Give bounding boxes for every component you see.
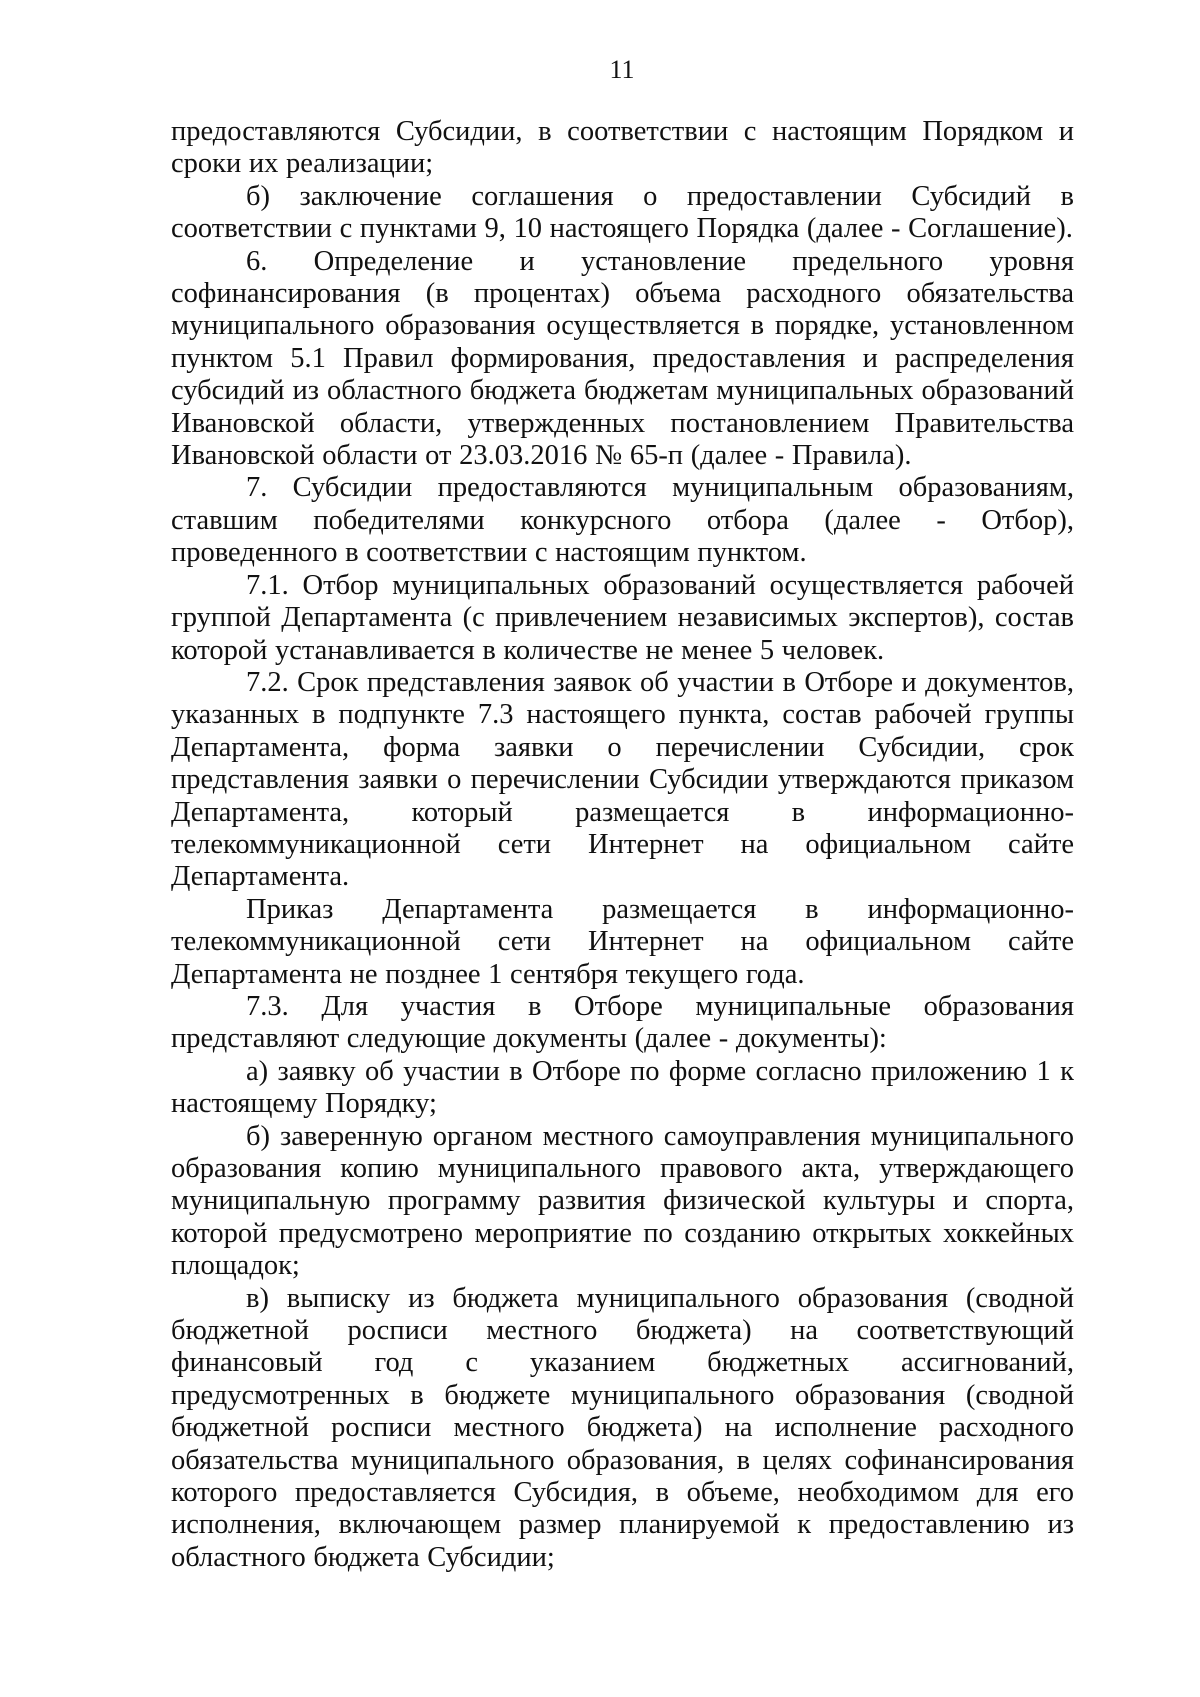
paragraph-5b: б) заключение соглашения о предоставлении Субсидий в соответствии с пунктами 9, 10 настоящего Порядка (далее - Соглашение). xyxy=(171,180,1074,245)
paragraph-continuation: предоставляются Субсидии, в соответствии с настоящим Порядком и сроки их реализации; xyxy=(171,116,1074,180)
paragraph-7-2: 7.2. Срок представления заявок об участии в Отборе и документов, указанных в подпункте 7.3 настоящего пункта, состав рабочей группы Департамента, форма заявки о перечислении Субсидии, срок представления заявки о перечислении Субсидии утверждаются приказом Департамента, который размещается в информационно-телекоммуникационной сети Интернет на официальном сайте Департамента. xyxy=(171,666,1074,893)
page-number: 11 xyxy=(609,55,635,84)
paragraph-7-3: 7.3. Для участия в Отборе муниципальные образования представляют следующие документы (далее - документы): xyxy=(171,990,1074,1055)
paragraph-7-3-v: в) выписку из бюджета муниципального образования (сводной бюджетной росписи местного бюджета) на соответствующий финансовый год с указанием бюджетных ассигнований, предусмотренных в бюджете муниципального образования (сводной бюджетной росписи местного бюджета) на исполнение расходного обязательства муниципального образования, в целях софинансирования которого предоставляется Субсидия, в объеме, необходимом для его исполнения, включающем размер планируемой к предоставлению из областного бюджета Субсидии; xyxy=(171,1282,1074,1573)
paragraph-order-publication: Приказ Департамента размещается в информационно-телекоммуникационной сети Интернет на официальном сайте Департамента не позднее 1 сентября текущего года. xyxy=(171,893,1074,990)
paragraph-7-3-a: а) заявку об участии в Отборе по форме согласно приложению 1 к настоящему Порядку; xyxy=(171,1055,1074,1120)
paragraph-7-1: 7.1. Отбор муниципальных образований осуществляется рабочей группой Департамента (с привлечением независимых экспертов), состав которой устанавливается в количестве не менее 5 человек. xyxy=(171,569,1074,666)
paragraph-7: 7. Субсидии предоставляются муниципальным образованиям, ставшим победителями конкурсного отбора (далее - Отбор), проведенного в соответствии с настоящим пунктом. xyxy=(171,472,1074,569)
paragraph-6: 6. Определение и установление предельного уровня софинансирования (в процентах) объема расходного обязательства муниципального образования осуществляется в порядке, установленном пунктом 5.1 Правил формирования, предоставления и распределения субсидий из областного бюджета бюджетам муниципальных образований Ивановской области, утвержденных постановлением Правительства Ивановской области от 23.03.2016 № 65-п (далее - Правила). xyxy=(171,245,1074,472)
document-body xyxy=(171,116,1074,1574)
paragraph-7-3-b: б) заверенную органом местного самоуправления муниципального образования копию муниципального правового акта, утверждающего муниципальную программу развития физической культуры и спорта, которой предусмотрено мероприятие по созданию открытых хоккейных площадок; xyxy=(171,1120,1074,1282)
